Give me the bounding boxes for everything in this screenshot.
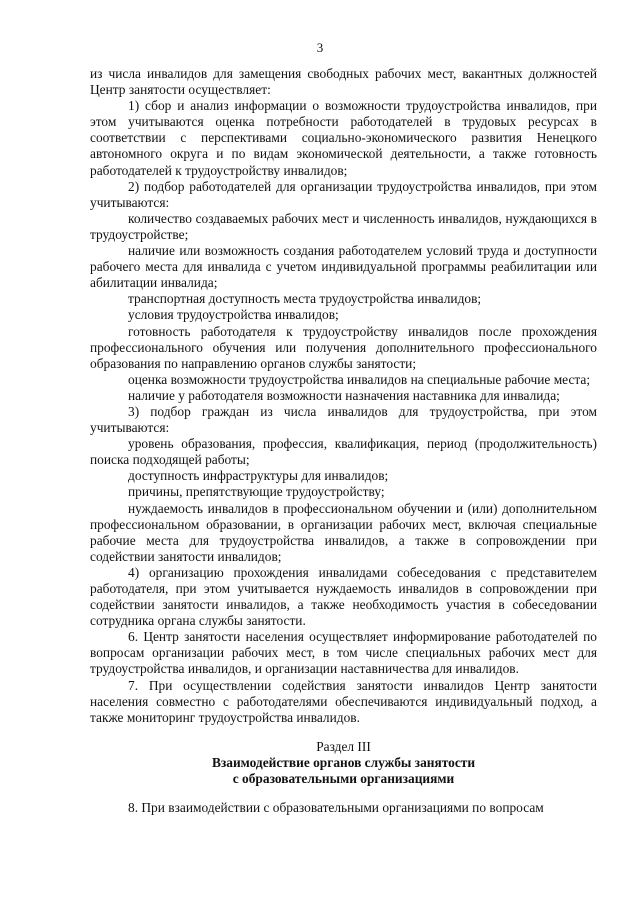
section-heading — [90, 739, 597, 787]
paragraph-clause-6: 6. Центр занятости населения осуществляет информирование работодателей по вопросам организации рабочих мест, в том числе специальных рабочих мест для трудоустройства инвалидов, и организации наставничества для инвалидов. — [90, 629, 597, 677]
paragraph-item-4: 4) организацию прохождения инвалидами собеседования с представителем работодателя, при этом учитывается нуждаемость инвалидов в сопровождении при содействии занятости инвалидов, а также необходимость участия в собеседовании сотрудника органа службы занятости. — [90, 564, 597, 629]
section-title-line-2: с образовательными организациями — [232, 771, 455, 787]
paragraph-infrastructure: доступность инфраструктуры для инвалидов; — [128, 468, 389, 484]
paragraph-clause-8: 8. При взаимодействии с образовательными организациями по вопросам — [128, 800, 544, 816]
page-number: 3 — [316, 40, 324, 55]
paragraph-item-1: 1) сбор и анализ информации о возможности трудоустройства инвалидов, при этом учитываются оценка потребности работодателей в трудовых ресурсах в соответствии с перспективами социально-экономического развития Ненецкого автономного округа и по видам экономической деятельности, а также готовность работодателей к трудоустройству инвалидов; — [90, 98, 597, 178]
paragraph-employment-conditions: условия трудоустройства инвалидов; — [128, 307, 339, 323]
paragraph-obstacles: причины, препятствующие трудоустройству; — [128, 484, 385, 500]
paragraph-intro: из числа инвалидов для замещения свободных рабочих мест, вакантных должностей Центр занятости осуществляет: — [90, 66, 597, 98]
paragraph-item-3: 3) подбор граждан из числа инвалидов для трудоустройства, при этом учитываются: — [90, 403, 597, 436]
document-body — [90, 66, 597, 816]
paragraph-work-conditions: наличие или возможность создания работодателем условий труда и доступности рабочего места для инвалида с учетом индивидуальной программы реабилитации или абилитации инвалида; — [90, 243, 597, 291]
paragraph-education-level: уровень образования, профессия, квалификация, период (продолжительность) поиска подходящей работы; — [90, 436, 597, 468]
paragraph-employer-readiness: готовность работодателя к трудоустройству инвалидов после прохождения профессионального обучения или получения дополнительного профессионального образования по направлению органов службы занятости; — [90, 323, 597, 371]
paragraph-mentor: наличие у работодателя возможности назначения наставника для инвалида; — [128, 387, 560, 403]
paragraph-item-2: 2) подбор работодателей для организации трудоустройства инвалидов, при этом учитываются: — [90, 178, 597, 210]
section-label: Раздел III — [316, 738, 371, 754]
paragraph-transport: транспортная доступность места трудоустройства инвалидов; — [128, 291, 482, 307]
paragraph-training-need: нуждаемость инвалидов в профессиональном обучении и (или) дополнительном профессиональном образовании, в организации рабочих мест, включая специальные рабочие места для трудоустройства инвалидов, а также в сопровождении при содействии занятости инвалидов; — [90, 500, 597, 564]
paragraph-clause-7: 7. При осуществлении содействия занятости инвалидов Центр занятости населения совместно с работодателями обеспечиваются индивидуальный подход, а также мониторинг трудоустройства инвалидов. — [90, 677, 597, 725]
section-title-line-1: Взаимодействие органов службы занятости — [211, 754, 476, 770]
paragraph-special-jobs: оценка возможности трудоустройства инвалидов на специальные рабочие места; — [128, 371, 591, 387]
paragraph-jobs-count: количество создаваемых рабочих мест и численность инвалидов, нуждающихся в трудоустройстве; — [90, 210, 597, 242]
